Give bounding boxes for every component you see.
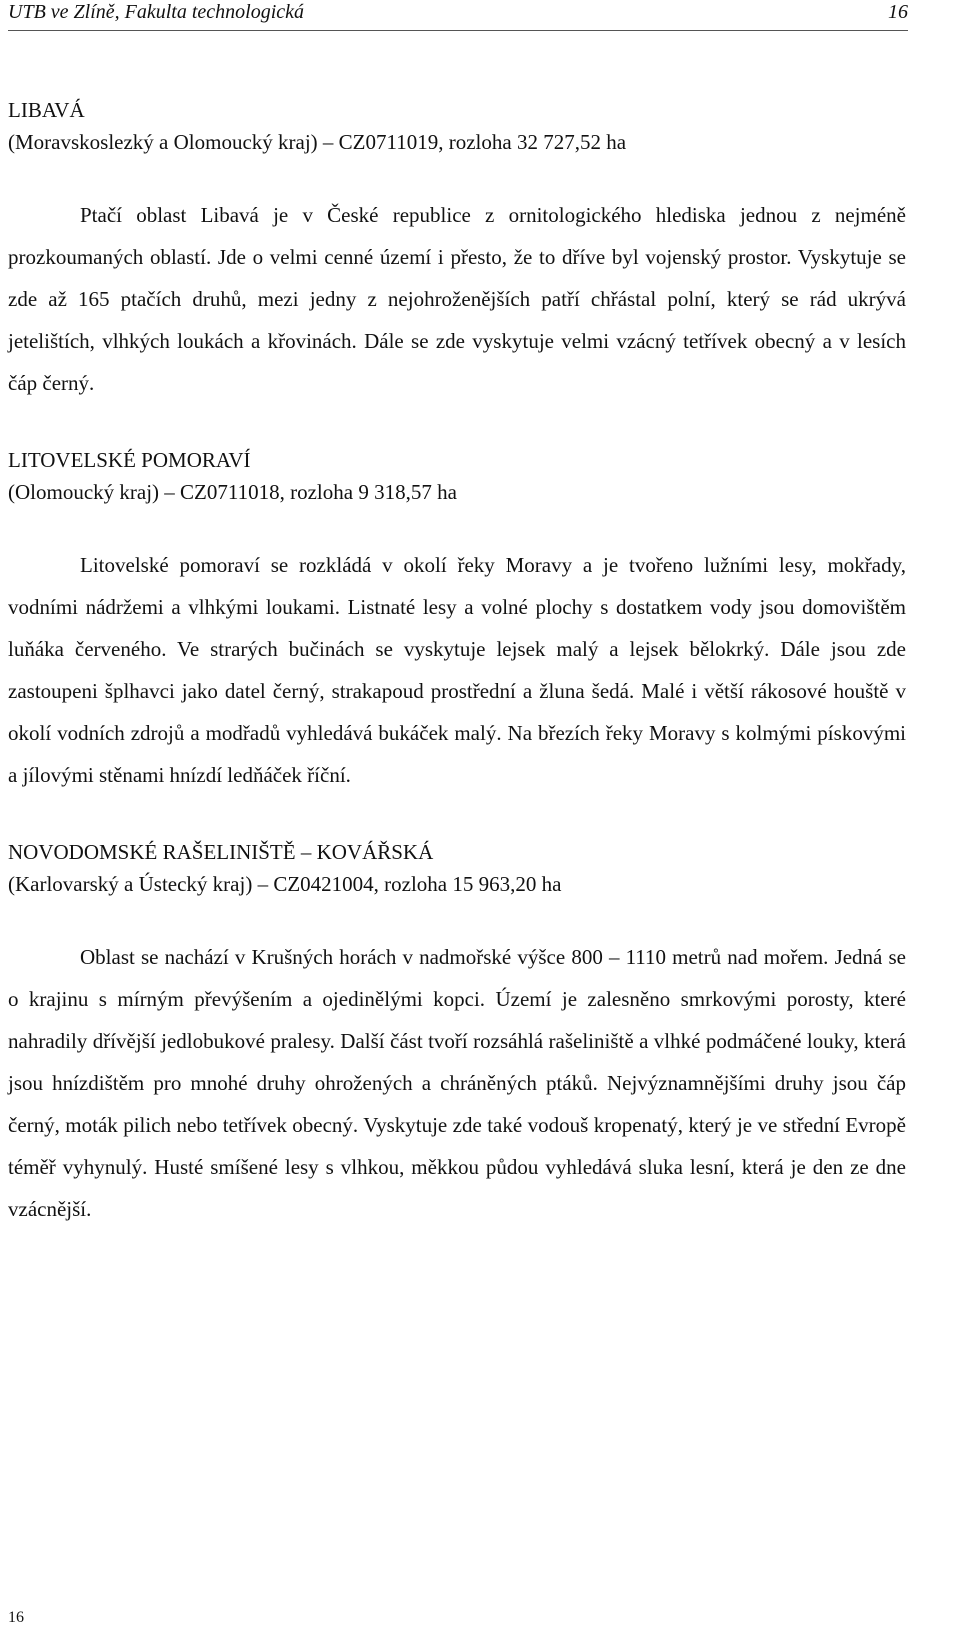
section-paragraph: Litovelské pomoraví se rozkládá v okolí řeky Moravy a je tvořeno lužními lesy, mokřady, vodními nádržemi a vlhkými loukami. Listnaté lesy a volné plochy s dostatkem vody jsou domovištěm luňáka červeného. Ve strarých bučinách se vyskytuje lejsek malý a lejsek bělokrký. Dále jsou zde zastoupeni šplhavci jako datel černý, strakapoud prostřední a žluna šedá. Malé i větší rákosové houště v okolí vodních zdrojů a modřadů vyhledává bukáček malý. Na březích řeky Moravy s kolmými pískovými a jílovými stěnami hnízdí ledňáček říční. bbox=[8, 553, 906, 787]
section-novodomske-raseliniste bbox=[8, 836, 906, 1230]
section-paragraph: Ptačí oblast Libavá je v České republice z ornitologického hlediska jednou z nejméně prozkoumaných oblastí. Jde o velmi cenné území i přesto, že to dříve byl vojenský prostor. Vyskytuje se zde až 165 ptačích druhů, mezi jedny z nejohroženějších patří chřástal polní, který se rád ukrývá jetelištích, vlhkých loukách a křovinách. Dále se zde vyskytuje velmi vzácný tetřívek obecný a v lesích čáp černý. bbox=[8, 203, 906, 395]
footer-page-number: 16 bbox=[8, 1609, 24, 1626]
header-page-number: 16 bbox=[888, 1, 908, 23]
header-divider bbox=[8, 30, 908, 31]
document-body bbox=[8, 94, 906, 1270]
section-litovelske-pomoravi bbox=[8, 444, 906, 796]
header-title: UTB ve Zlíně, Fakulta technologická bbox=[8, 1, 305, 23]
section-subtitle: (Olomoucký kraj) – CZ0711018, rozloha 9 318,57 ha bbox=[8, 480, 457, 504]
section-title: LITOVELSKÉ POMORAVÍ bbox=[8, 448, 251, 472]
section-subtitle: (Karlovarský a Ústecký kraj) – CZ0421004, rozloha 15 963,20 ha bbox=[8, 872, 562, 896]
section-title: LIBAVÁ bbox=[8, 98, 85, 122]
page-header bbox=[8, 0, 908, 28]
section-title: NOVODOMSKÉ RAŠELINIŠTĚ – KOVÁŘSKÁ bbox=[8, 840, 434, 864]
section-paragraph: Oblast se nachází v Krušných horách v nadmořské výšce 800 – 1110 metrů nad mořem. Jedná se o krajinu s mírným převýšením a ojedinělými kopci. Území je zalesněno smrkovými porosty, které nahradily dřívější jedlobukové pralesy. Další část tvoří rozsáhlá rašeliniště a vlhké podmáčené louky, která jsou hnízdištěm pro mnohé druhy ohrožených a chráněných ptáků. Nejvýznamnějšími druhy jsou čáp černý, moták pilich nebo tetřívek obecný. Vyskytuje zde také vodouš kropenatý, který je ve střední Evropě téměř vyhynulý. Husté smíšené lesy s vlhkou, měkkou půdou vyhledává sluka lesní, která je den ze dne vzácnější. bbox=[8, 945, 906, 1221]
section-libava bbox=[8, 94, 906, 404]
section-subtitle: (Moravskoslezký a Olomoucký kraj) – CZ0711019, rozloha 32 727,52 ha bbox=[8, 130, 627, 154]
